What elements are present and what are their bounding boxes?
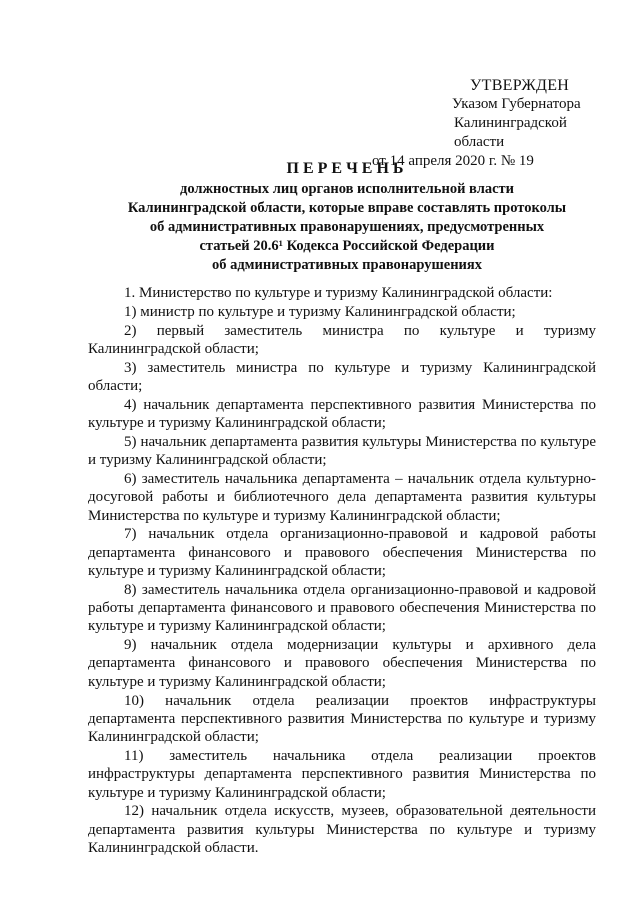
approval-title: УТВЕРЖДЕН <box>470 77 570 94</box>
list-item: 9) начальник отдела модернизации культуры и архивного дела департамента финансового и правового обеспечения Министерства по культуре и туризму Калининградской области; <box>88 637 596 690</box>
title-main: ПЕРЕЧЕНЬ <box>286 160 408 177</box>
title-subline: Калининградской области, которые вправе составлять протоколы <box>127 200 567 216</box>
list-item: 10) начальник отдела реализации проектов инфраструктуры департамента перспективного развития Министерства по культуре и туризму Калининградской области; <box>88 692 596 746</box>
approval-stamp <box>372 76 602 171</box>
positions-list <box>88 284 596 857</box>
title-subline: должностных лиц органов исполнительной власти <box>179 181 514 197</box>
list-item: 7) начальник отдела организационно-правовой и кадровой работы департамента финансового и правового обеспечения Министерства по культуре и туризму Калининградской области; <box>88 526 596 579</box>
list-item: 4) начальник департамента перспективного развития Министерства по культуре и туризму Калининградской области; <box>88 396 596 432</box>
approval-decree: Указом Губернатора <box>452 96 581 112</box>
title-subline: статьей 20.6¹ Кодекса Российской Федерации <box>199 238 495 254</box>
list-item: 5) начальник департамента развития культуры Министерства по культуре и туризму Калининградской области; <box>88 433 596 469</box>
list-item: 8) заместитель начальника отдела организационно-правовой и кадровой работы департамента финансового и правового обеспечения Министерства по культуре и туризму Калининградской области; <box>88 581 596 635</box>
section-heading: 1. Министерство по культуре и туризму Калининградской области: <box>124 285 553 301</box>
list-item: 2) первый заместитель министра по культуре и туризму Калининградской области; <box>88 322 596 357</box>
list-item: 6) заместитель начальника департамента – начальник отдела культурно-досуговой работы и библиотечного дела департамента развития культуры Министерства по культуре и туризму Калининградской области; <box>88 470 596 524</box>
approval-region: Калининградской области <box>454 115 567 150</box>
approval-date-number: от 14 апреля 2020 г. № 19 <box>372 153 534 169</box>
list-item: 1) министр по культуре и туризму Калининградской области; <box>124 303 516 320</box>
title-subline: об административных правонарушениях, предусмотренных <box>149 219 545 235</box>
document-title <box>88 158 606 275</box>
list-item: 3) заместитель министра по культуре и туризму Калининградской области; <box>88 359 596 394</box>
list-item: 11) заместитель начальника отдела реализации проектов инфраструктуры департамента перспективного развития Министерства по культуре и туризму Калининградской области; <box>88 747 596 801</box>
title-subline: об административных правонарушениях <box>211 257 483 273</box>
list-item: 12) начальник отдела искусств, музеев, образовательной деятельности департамента развития культуры Министерства по культуре и туризму Калининградской области. <box>88 803 596 856</box>
